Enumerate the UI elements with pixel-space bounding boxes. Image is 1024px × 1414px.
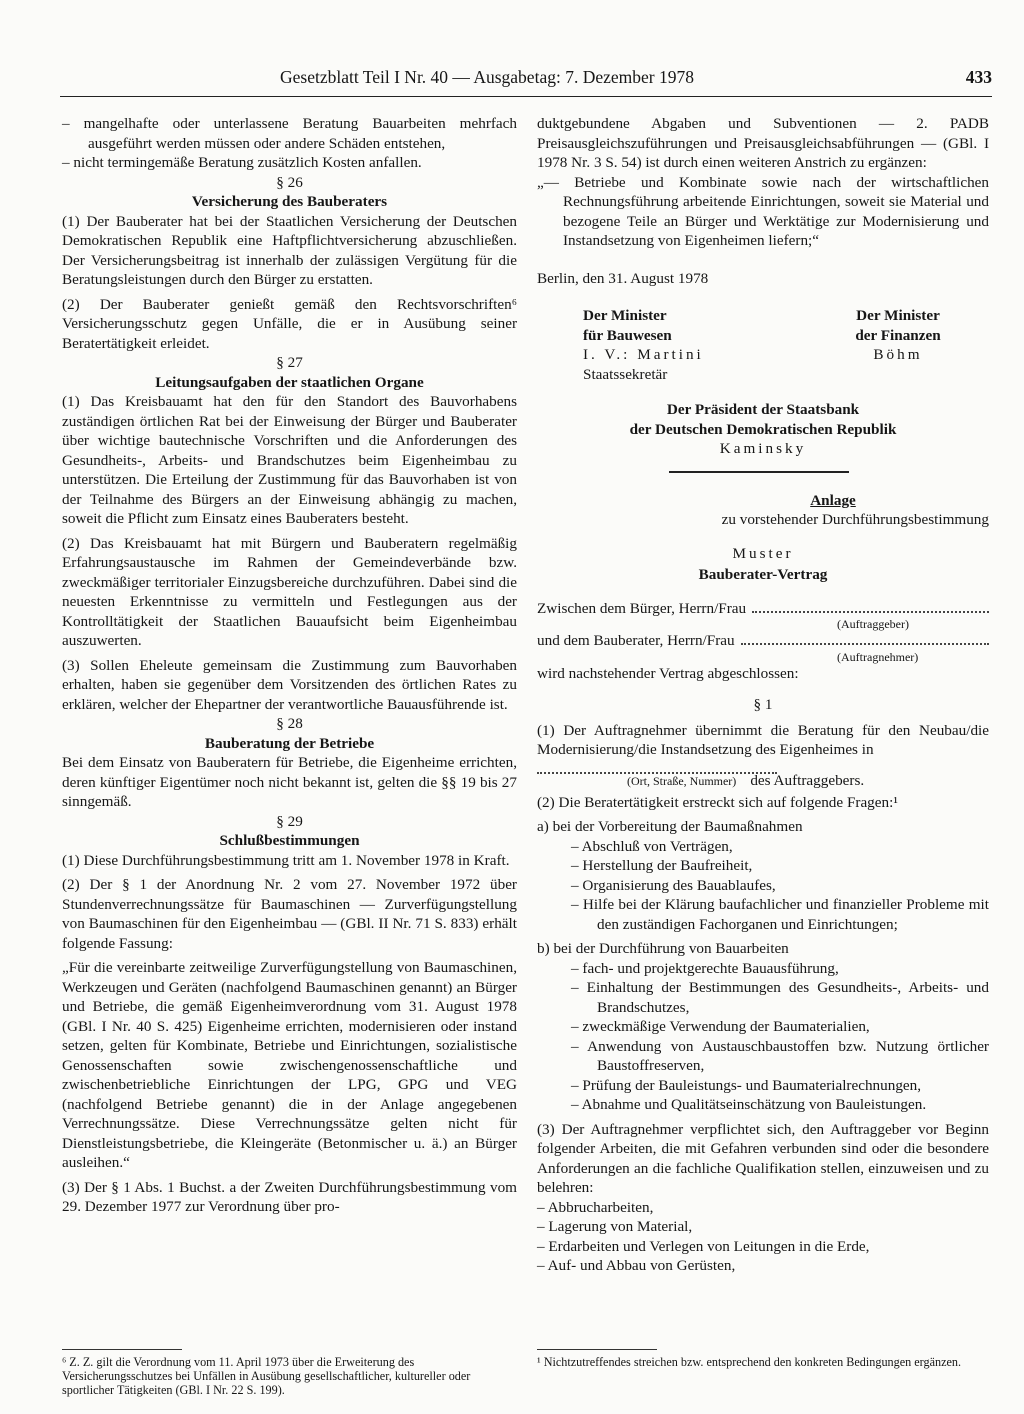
paragraph: (2) Die Beratertätigkeit erstreckt sich auf folgende Fragen:¹ bbox=[537, 793, 898, 811]
signature-block bbox=[537, 400, 989, 459]
list-heading: a) bei der Vorbereitung der Baumaßnahmen bbox=[537, 818, 803, 835]
field-caption-row bbox=[537, 771, 989, 789]
section-title: Schlußbestimmungen bbox=[219, 832, 360, 849]
section-number: § 27 bbox=[276, 354, 303, 371]
signatory-title: Der Minister bbox=[583, 307, 667, 324]
section-title: Versicherung des Bauberaters bbox=[191, 193, 388, 210]
paragraph: (1) Der Bauberater hat bei der Staatlichen Versicherung der Deutschen Demokratischen Republik eine Haftpflichtversicherung abzuschließen. Der Versicherungsbeitrag ist innerhalb der zulässigen Vergütung für die Beratungsleistungen durch den Bürger zu erstatten. bbox=[62, 212, 517, 288]
paragraph: Bei dem Einsatz von Bauberatern für Betriebe, die Eigenheime errichten, deren künftiger Eigentümer noch nicht bekannt ist, gelten die §§ 19 bis 27 sinngemäß. bbox=[62, 754, 517, 810]
section-number: § 1 bbox=[753, 696, 773, 713]
section-title: Leitungsaufgaben der staatlichen Organe bbox=[155, 373, 424, 391]
footnote: ⁶ Z. Z. gilt die Verordnung vom 11. April 1973 über die Erweiterung des Versicherungsschutzes bei Unfällen in Ausübung gesellschaftlicher, kultureller oder sportlicher Tätigkeiten (GBl. I Nr. 22 S. 199). bbox=[62, 1355, 471, 1397]
form-label: und dem Bauberater, Herrn/Frau bbox=[537, 632, 735, 649]
signatory-name: Böhm bbox=[873, 346, 923, 363]
field-caption: (Auftraggeber) bbox=[837, 617, 909, 631]
paragraph: (2) Das Kreisbauamt hat mit Bürgern und Bauberatern regelmäßig Erfahrungsaustausche im Rahmen der Gemeindeverbände bzw. zweckmäßiger territorialer Einzugsbereiche durchzuführen. Dabei sind die neuesten Erkenntnisse zu vermitteln und Festlegungen aus der Kontrolltätigkeit der Staatlichen Bauaufsicht beim Eigenheimbau auszuwerten. bbox=[62, 534, 517, 649]
footnote-rule bbox=[537, 1349, 657, 1350]
field-caption: (Auftragnehmer) bbox=[837, 649, 919, 664]
signatory-title: für Bauwesen bbox=[583, 326, 672, 344]
right-column bbox=[537, 114, 989, 1276]
paragraph: (1) Diese Durchführungsbestimmung tritt am 1. November 1978 in Kraft. bbox=[62, 851, 510, 869]
sample-label: Muster bbox=[732, 544, 794, 562]
list-item: – Abschluß von Verträgen, bbox=[571, 837, 733, 855]
paragraph: (3) Sollen Eheleute gemeinsam die Zustimmung zum Bauvorhaben erhalten, haben sie gegenüber dem Vorsitzenden des örtlichen Rates zu erklären, welcher der Ehepartner der verantwortliche Bauausführende ist. bbox=[62, 656, 517, 713]
paragraph: (1) Das Kreisbauamt hat den für den Standort des Bauvorhabens zuständigen örtlichen Rat bei der Einweisung der Bürger und Bauberater über wichtige bautechnische Vorschriften und die Anforderungen des Gesundheits-, Arbeits- und Brandschutzes beim Eigenheimbau zu unterstützen. Die Erteilung der Zustimmung für das Bauvorhaben ist von der Teilnahme des Bürgers an der Einweisung abhängig zu machen, soweit die Pflicht zum Einsatz eines Bauberaters besteht. bbox=[62, 393, 517, 527]
page-header bbox=[280, 67, 992, 93]
fill-in-blank bbox=[752, 599, 989, 613]
form-line bbox=[537, 599, 989, 619]
signatory-name: I. V.: Martini bbox=[583, 346, 704, 363]
signatory-role: Staatssekretär bbox=[583, 365, 668, 383]
signatory-title: Der Präsident der Staatsbank bbox=[666, 401, 860, 418]
signature-block bbox=[537, 306, 989, 384]
paragraph: (1) Der Auftragnehmer übernimmt die Beratung für den Neubau/die Modernisierung/die Instandsetzung des Eigenheimes in bbox=[537, 721, 989, 758]
annex-title: Anlage bbox=[810, 491, 856, 509]
section-number: § 29 bbox=[276, 812, 303, 830]
list-item: – Hilfe bei der Klärung baufachlicher und finanzieller Probleme mit den zuständigen Fachorganen und Einrichtungen; bbox=[571, 896, 989, 933]
footnote-rule bbox=[62, 1349, 182, 1350]
divider bbox=[669, 471, 849, 473]
header-rule bbox=[60, 96, 992, 97]
list-heading: b) bei der Durchführung von Bauarbeiten bbox=[537, 940, 789, 957]
list-item: – Abnahme und Qualitätseinschätzung von Bauleistungen. bbox=[571, 1096, 927, 1113]
form-label: Zwischen dem Bürger, Herrn/Frau bbox=[537, 599, 747, 617]
signatory-title: der Finanzen bbox=[855, 326, 941, 344]
list-item: – zweckmäßige Verwendung der Baumaterialien, bbox=[571, 1018, 870, 1035]
fill-in-blank bbox=[537, 760, 777, 774]
list-item: – nicht termingemäße Beratung zusätzlich Kosten anfallen. bbox=[62, 154, 422, 171]
list-item: – mangelhafte oder unterlassene Beratung Bauarbeiten mehrfach ausgeführt werden müssen oder andere Schäden entstehen, bbox=[62, 115, 518, 152]
list-item: – fach- und projektgerechte Bauausführung, bbox=[571, 959, 839, 977]
signatory-name: Kaminsky bbox=[719, 440, 807, 457]
list-item: – Anwendung von Austauschbaustoffen bzw. Nutzung örtlicher Baustoffreserven, bbox=[571, 1037, 989, 1074]
list-item: – Auf- und Abbau von Gerüsten, bbox=[537, 1257, 736, 1274]
list-item: – Prüfung der Bauleistungs- und Baumaterialrechnungen, bbox=[571, 1076, 922, 1094]
form-line bbox=[537, 631, 989, 651]
paragraph: (2) Der § 1 der Anordnung Nr. 2 vom 27. November 1972 über Stundenverrechnungssätze für Baumaschinen — Zurverfügungstellung von Baumaschinen für den Eigenheimbau — (GBl. II Nr. 71 S. 833) erhält folgende Fassung: bbox=[62, 876, 517, 952]
place-date: Berlin, den 31. August 1978 bbox=[537, 269, 709, 287]
annex-subtitle: zu vorstehender Durchführungsbestimmung bbox=[721, 511, 989, 528]
quoted-paragraph: „— Betriebe und Kombinate sowie nach der wirtschaftlichen Rechnungsführung arbeitende Einrichtungen, soweit sie Material und bezogene Teile an Bürger und Werktätige zur Modernisierung und Instandsetzung von Eigenheimen liefern;“ bbox=[537, 173, 989, 249]
section-number: § 28 bbox=[276, 715, 303, 732]
fill-in-blank bbox=[741, 631, 989, 645]
paragraph: (3) Der Auftragnehmer verpflichtet sich, den Auftraggeber vor Beginn folgender Arbeiten, die mit Gefahren verbunden sind oder die besondere Anforderungen an die fachliche Qualifikation stellen, einzuweisen und zu belehren: bbox=[537, 1120, 989, 1196]
paragraph: (3) Der § 1 Abs. 1 Buchst. a der Zweiten Durchführungsbestimmung vom 29. Dezember 1977 zur Verordnung über pro- bbox=[62, 1178, 517, 1215]
form-line bbox=[537, 760, 777, 774]
left-column bbox=[62, 114, 517, 1217]
signatory-title: der Deutschen Demokratischen Republik bbox=[629, 420, 897, 438]
list-item: – Lagerung von Material, bbox=[537, 1218, 693, 1235]
list-item: – Einhaltung der Bestimmungen des Gesundheits-, Arbeits- und Brandschutzes, bbox=[571, 979, 989, 1016]
quoted-paragraph: „Für die vereinbarte zeitweilige Zurverfügungstellung von Baumaschinen, Werkzeugen und Geräten (nachfolgend Baumaschinen genannt) an Bürger und Betriebe, die gemäß Eigenheimverordnung vom 31. August 1978 (GBl. I Nr. 40 S. 425) Eigenheime errichten, modernisieren oder instand setzen, gelten für Kombinate, Betriebe und Einrichtungen, sozialistische Genossenschaften sowie zwischengenossenschaftliche und zwischenbetriebliche Einrichtungen der LPG, GPG und VEG (nachfolgend Betriebe genannt) die in der Anlage angegebenen Verrechnungssätze. Diese Verrechnungssätze gelten nicht für Dienstleistungsbetriebe, die Kleingeräte (Betonmischer u. ä.) an Bürger ausleihen.“ bbox=[62, 959, 517, 1171]
header-title: Gesetzblatt Teil I Nr. 40 — Ausgabetag: 7. Dezember 1978 bbox=[280, 67, 694, 87]
paragraph: duktgebundene Abgaben und Subventionen — 2. PADB Preisausgleichszuführungen und Preisausgleichsabführungen — (GBl. I 1978 Nr. 3 S. 54) ist durch einen weiteren Anstrich zu ergänzen: bbox=[537, 115, 989, 171]
signatory-title: Der Minister bbox=[856, 307, 940, 324]
section-title: Bauberatung der Betriebe bbox=[204, 734, 375, 752]
list-item: – Abbrucharbeiten, bbox=[537, 1198, 654, 1216]
list-item: – Erdarbeiten und Verlegen von Leitungen in die Erde, bbox=[537, 1237, 870, 1255]
list-item: – Herstellung der Baufreiheit, bbox=[571, 857, 753, 874]
paragraph: wird nachstehender Vertrag abgeschlossen: bbox=[537, 664, 799, 682]
footnote: ¹ Nichtzutreffendes streichen bzw. entsprechend den konkreten Bedingungen ergänzen. bbox=[537, 1355, 962, 1369]
contract-title: Bauberater-Vertrag bbox=[698, 566, 828, 583]
page-number: 433 bbox=[965, 67, 992, 87]
list-item: – Organisierung des Bauablaufes, bbox=[571, 876, 776, 894]
field-caption: (Ort, Straße, Nummer) bbox=[627, 773, 737, 788]
form-text: des Auftraggebers. bbox=[750, 771, 865, 789]
section-number: § 26 bbox=[276, 173, 303, 191]
paragraph: (2) Der Bauberater genießt gemäß den Rechtsvorschriften⁶ Versicherungsschutz gegen Unfälle, die er in Ausübung seiner Beratertätigkeit erleidet. bbox=[62, 295, 517, 352]
